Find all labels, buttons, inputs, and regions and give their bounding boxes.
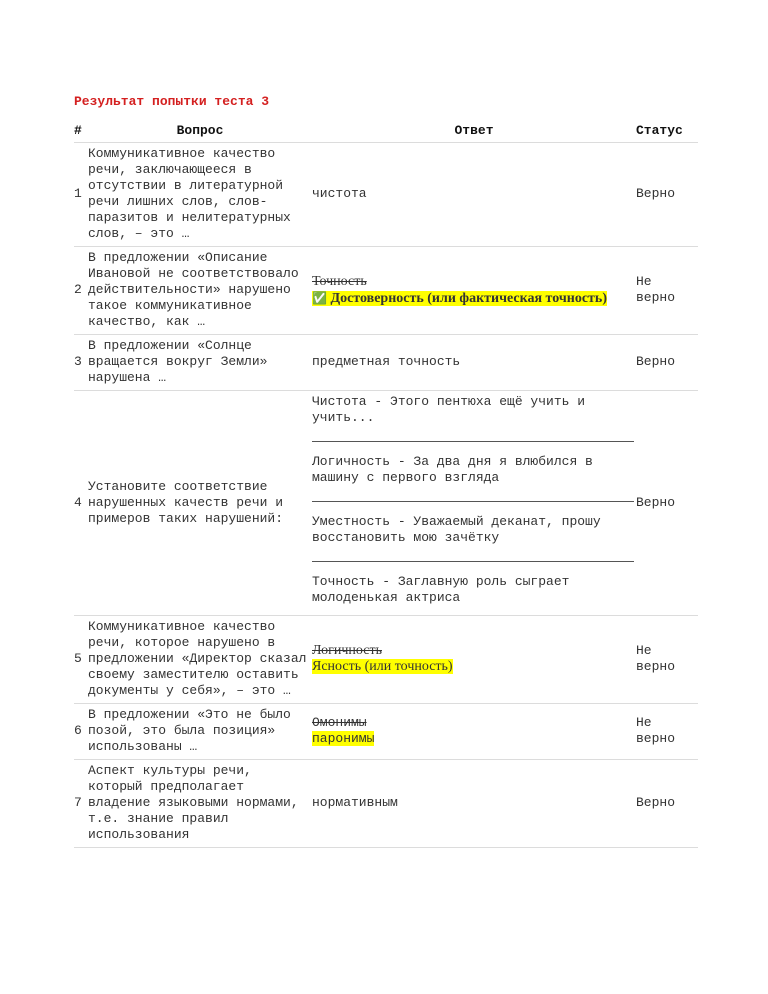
- row-number: 7: [74, 760, 88, 848]
- question-text: Аспект культуры речи, который предполагает владение языковыми нормами, т.е. знание правил использования: [88, 760, 312, 848]
- table-row: [74, 143, 698, 247]
- divider: [312, 501, 634, 502]
- wrong-answer: Омонимы: [312, 715, 367, 730]
- table-row: [74, 335, 698, 391]
- divider: [312, 441, 634, 442]
- answer-cell: [312, 704, 636, 760]
- question-text: Установите соответствие нарушенных качеств речи и примеров таких нарушений:: [88, 391, 312, 616]
- question-text: Коммуникативное качество речи, заключающееся в отсутствии в литературной речи лишних слов, слов-паразитов и нелитературных слов, – это …: [88, 143, 312, 247]
- answer-text: предметная точность: [312, 335, 636, 391]
- row-number: 5: [74, 616, 88, 704]
- row-number: 1: [74, 143, 88, 247]
- matching-pair: Точность - Заглавную роль сыграет молоденькая актриса: [312, 574, 570, 605]
- answer-text: чистота: [312, 143, 636, 247]
- table-header: [74, 118, 698, 143]
- table-row: [74, 704, 698, 760]
- status-text: Верно: [636, 391, 698, 616]
- table-row: [74, 247, 698, 335]
- wrong-answer: Точность: [312, 273, 367, 289]
- checkmark-icon: ✅: [312, 290, 327, 305]
- col-status-header: Статус: [636, 118, 698, 143]
- status-text: Не верно: [636, 616, 698, 704]
- row-number: 6: [74, 704, 88, 760]
- matching-pair: Уместность - Уважаемый деканат, прошу восстановить мою зачётку: [312, 514, 601, 545]
- table-row: [74, 760, 698, 848]
- status-text: Не верно: [636, 247, 698, 335]
- table-row: [74, 391, 698, 616]
- status-text: Верно: [636, 760, 698, 848]
- page-title: Результат попытки теста 3: [74, 94, 270, 109]
- status-text: Не верно: [636, 704, 698, 760]
- col-question-header: Вопрос: [88, 118, 312, 143]
- question-text: В предложении «Описание Ивановой не соответствовало действительности» нарушено такое коммуникативное качество, как …: [88, 247, 312, 335]
- answer-text: нормативным: [312, 760, 636, 848]
- col-answer-header: Ответ: [312, 118, 636, 143]
- correct-answer: паронимы: [312, 731, 375, 746]
- col-num-header: #: [74, 118, 88, 143]
- row-number: 2: [74, 247, 88, 335]
- answer-cell: [312, 616, 636, 704]
- question-text: Коммуникативное качество речи, которое нарушено в предложении «Директор сказал своему заместителю оставить документы у себя», – это …: [88, 616, 312, 704]
- correct-answer: Ясность (или точность): [312, 659, 453, 674]
- correct-answer: Достоверность (или фактическая точность): [330, 290, 607, 306]
- matching-pair: Логичность - За два дня я влюбился в машину с первого взгляда: [312, 454, 593, 485]
- results-table: [74, 118, 698, 848]
- row-number: 3: [74, 335, 88, 391]
- wrong-answer: Логичность: [312, 643, 382, 658]
- matching-answers: [312, 391, 636, 616]
- table-row: [74, 616, 698, 704]
- question-text: В предложении «Это не было позой, это была позиция» использованы …: [88, 704, 312, 760]
- question-text: В предложении «Солнце вращается вокруг Земли» нарушена …: [88, 335, 312, 391]
- test-result-page: [74, 94, 698, 848]
- answer-cell: [312, 247, 636, 335]
- status-text: Верно: [636, 143, 698, 247]
- status-text: Верно: [636, 335, 698, 391]
- divider: [312, 561, 634, 562]
- row-number: 4: [74, 391, 88, 616]
- matching-pair: Чистота - Этого пентюха ещё учить и учить...: [312, 394, 586, 425]
